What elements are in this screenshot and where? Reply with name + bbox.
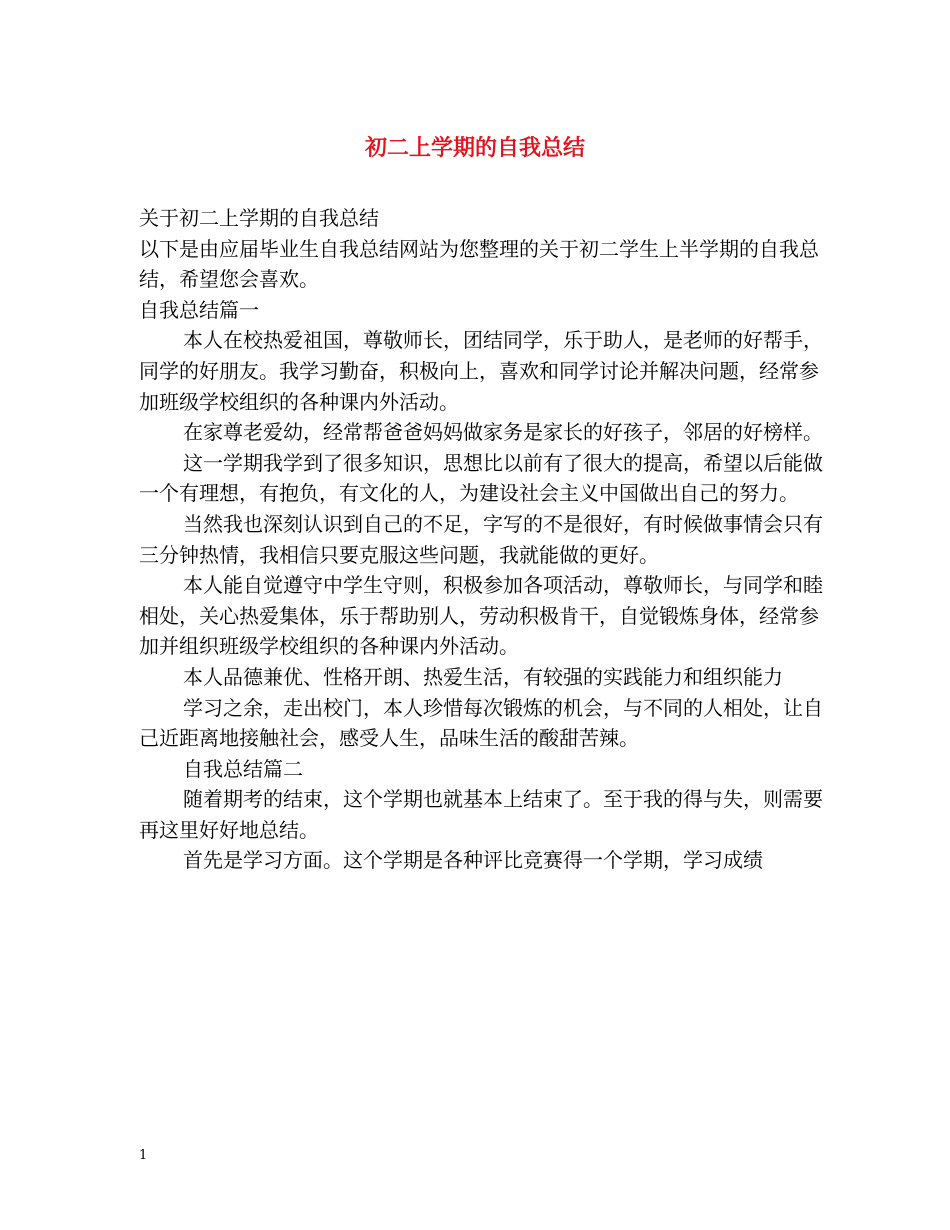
paragraph: 当然我也深刻认识到自己的不足，字写的不是很好，有时候做事情会只有三分钟热情，我相信只要克服这些问题，我就能做的更好。 — [139, 511, 823, 567]
section-heading-one: 自我总结篇一 — [139, 297, 259, 322]
page-number: 1 — [139, 1148, 148, 1163]
paragraph: 学习之余，走出校门，本人珍惜每次锻炼的机会，与不同的人相处，让自己近距离地接触社会，感受人生，品味生活的酸甜苦辣。 — [139, 695, 823, 751]
paragraph: 首先是学习方面。这个学期是各种评比竞赛得一个学期，学习成绩 — [183, 848, 763, 873]
section-heading-two: 自我总结篇二 — [183, 756, 303, 781]
paragraph: 这一学期我学到了很多知识，思想比以前有了很大的提高，希望以后能做一个有理想，有抱负，有文化的人，为建设社会主义中国做出自己的努力。 — [139, 450, 823, 506]
paragraph: 本人品德兼优、性格开朗、热爱生活，有较强的实践能力和组织能力 — [183, 664, 783, 689]
document-body — [139, 203, 827, 876]
paragraph: 随着期考的结束，这个学期也就基本上结束了。至于我的得与失，则需要再这里好好地总结。 — [139, 787, 823, 842]
paragraph: 本人能自觉遵守中学生守则，积极参加各项活动，尊敬师长，与同学和睦相处，关心热爱集体，乐于帮助别人，劳动积极肯干，自觉锻炼身体，经常参加并组织班级学校组织的各种课内外活动。 — [139, 573, 823, 659]
paragraph: 本人在校热爱祖国，尊敬师长，团结同学，乐于助人，是老师的好帮手，同学的好朋友。我学习勤奋，积极向上，喜欢和同学讨论并解决问题，经常参加班级学校组织的各种课内外活动。 — [139, 328, 823, 414]
paragraph-intro: 以下是由应届毕业生自我总结网站为您整理的关于初二学生上半学期的自我总结，希望您会喜欢。 — [139, 236, 819, 292]
document-title: 初二上学期的自我总结 — [364, 135, 585, 161]
paragraph-heading: 关于初二上学期的自我总结 — [139, 206, 379, 230]
paragraph: 在家尊老爱幼，经常帮爸爸妈妈做家务是家长的好孩子，邻居的好榜样。 — [183, 420, 823, 445]
